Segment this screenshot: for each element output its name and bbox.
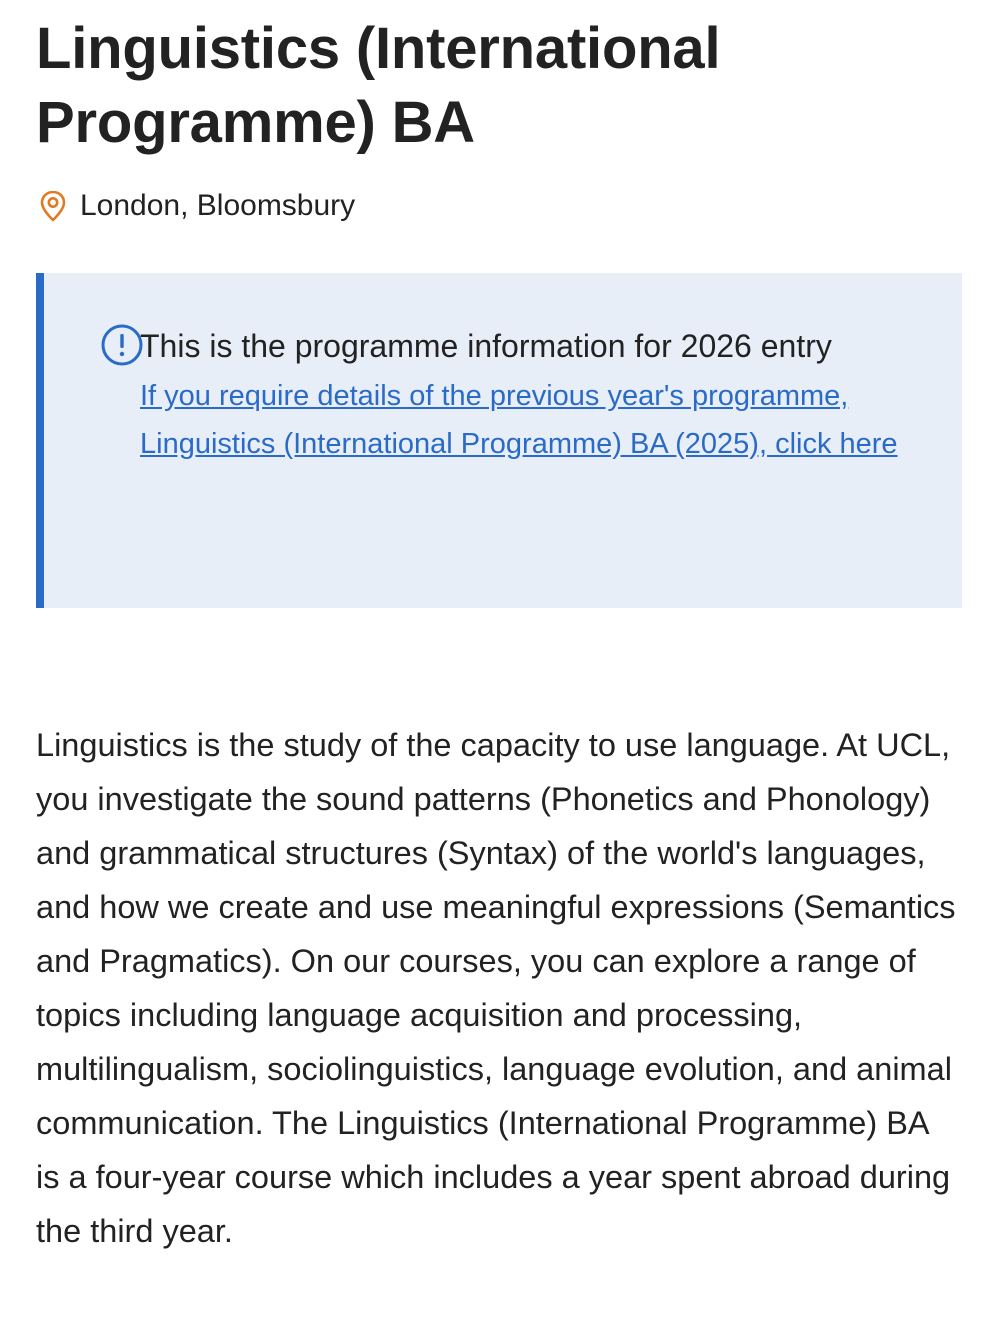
notice-heading: This is the programme information for 2026 entry <box>140 328 832 364</box>
location-text: London, Bloomsbury <box>80 189 356 222</box>
exclamation-circle-icon <box>100 323 144 367</box>
notice-body <box>140 323 930 468</box>
previous-year-programme-link[interactable]: If you require details of the previous year's programme, Linguistics (International Programme) BA (2025), click here <box>140 380 898 460</box>
programme-description: Linguistics is the study of the capacity to use language. At UCL, you investigate the sound patterns (Phonetics and Phonology) and grammatical structures (Syntax) of the world's languages, and how we create and use meaningful expressions (Semantics and Pragmatics). On our courses, you can explore a range of topics including language acquisition and processing, multilingualism, sociolinguistics, language evolution, and animal communication. The Linguistics (International Programme) BA is a four-year course which includes a year spent abroad during the third year. <box>36 727 956 1249</box>
map-pin-icon <box>36 189 70 223</box>
programme-page <box>36 0 962 1249</box>
entry-year-notice <box>36 273 962 608</box>
location <box>36 186 962 226</box>
page-title: Linguistics (International Programme) BA <box>36 16 721 155</box>
